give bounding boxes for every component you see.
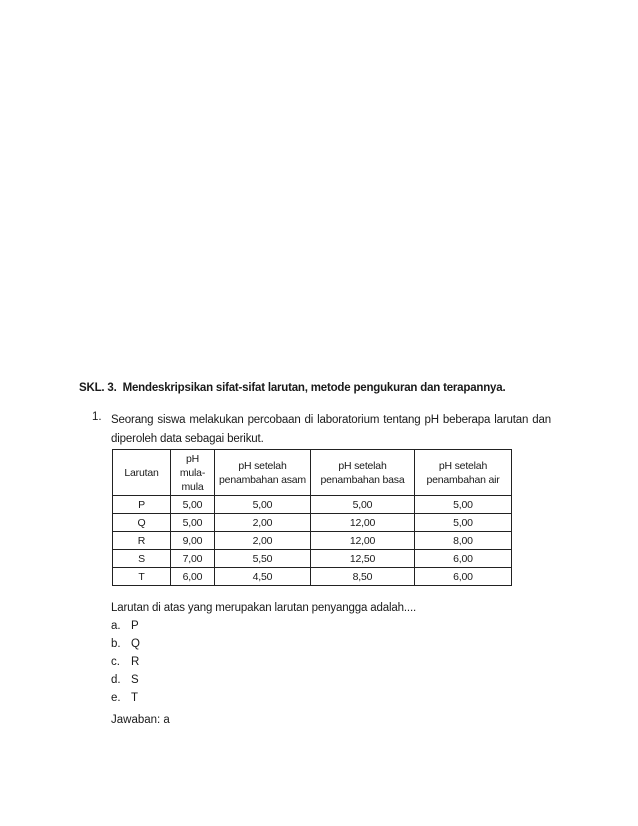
option-text: S	[131, 674, 139, 686]
header-ph-asam	[215, 450, 311, 496]
section-title: Mendeskripsikan sifat-sifat larutan, metode pengukuran dan terapannya.	[122, 382, 506, 394]
option-item	[111, 671, 140, 689]
header-line: pH setelah	[238, 459, 287, 472]
header-line: mula	[181, 480, 204, 493]
header-line: pH setelah	[338, 459, 387, 472]
option-letter: c.	[111, 656, 120, 668]
table-cell: 12,00	[311, 514, 415, 532]
answer-key: Jawaban: a	[111, 714, 170, 726]
table-cell: 5,00	[171, 514, 215, 532]
option-letter: a.	[111, 620, 121, 632]
table-cell: R	[113, 532, 171, 550]
table-cell: 9,00	[171, 532, 215, 550]
header-ph-awal	[171, 450, 215, 496]
table-cell: 5,00	[311, 496, 415, 514]
table-cell: S	[113, 550, 171, 568]
table-cell: 5,00	[215, 496, 311, 514]
section-heading	[79, 382, 505, 394]
table-cell: P	[113, 496, 171, 514]
section-code: SKL. 3.	[79, 382, 117, 394]
option-item	[111, 689, 140, 707]
table-cell: 2,00	[215, 532, 311, 550]
option-text: R	[131, 656, 140, 668]
ph-data-table	[112, 449, 512, 586]
header-line: penambahan air	[426, 473, 500, 486]
header-ph-basa	[311, 450, 415, 496]
header-ph-air	[415, 450, 512, 496]
option-text: Q	[131, 638, 140, 650]
header-line: Larutan	[124, 466, 159, 479]
table-cell: T	[113, 568, 171, 586]
option-text: T	[131, 692, 139, 704]
table-cell: Q	[113, 514, 171, 532]
table-cell: 6,00	[415, 550, 512, 568]
table-row	[113, 568, 512, 586]
question-prompt: Larutan di atas yang merupakan larutan penyangga adalah....	[111, 602, 417, 614]
option-item	[111, 635, 140, 653]
option-text: P	[131, 620, 139, 632]
answer-options	[111, 617, 140, 707]
table-row	[113, 532, 512, 550]
table-cell: 6,00	[415, 568, 512, 586]
table-cell: 8,50	[311, 568, 415, 586]
option-letter: e.	[111, 692, 121, 704]
table-cell: 12,50	[311, 550, 415, 568]
table-row	[113, 514, 512, 532]
table-row	[113, 550, 512, 568]
table-cell: 5,00	[171, 496, 215, 514]
header-line: penambahan basa	[320, 473, 405, 486]
table-cell: 12,00	[311, 532, 415, 550]
table-cell: 5,00	[415, 496, 512, 514]
header-line: pH setelah	[438, 459, 488, 472]
option-letter: b.	[111, 638, 121, 650]
table-cell: 6,00	[171, 568, 215, 586]
header-line: pH	[185, 452, 200, 465]
header-line: penambahan asam	[219, 473, 306, 486]
question-text: Seorang siswa melakukan percobaan di laboratorium tentang pH beberapa larutan dan diperoleh data sebagai berikut.	[111, 414, 551, 445]
table-cell: 7,00	[171, 550, 215, 568]
header-line: mula-	[179, 466, 206, 479]
question-number: 1.	[92, 411, 102, 423]
table-cell: 2,00	[215, 514, 311, 532]
table-cell: 4,50	[215, 568, 311, 586]
table-cell: 5,00	[415, 514, 512, 532]
table-cell: 5,50	[215, 550, 311, 568]
option-letter: d.	[111, 674, 121, 686]
option-item	[111, 653, 140, 671]
header-larutan	[113, 450, 171, 496]
table-cell: 8,00	[415, 532, 512, 550]
option-item	[111, 617, 140, 635]
table-header-row	[113, 450, 512, 496]
table-row	[113, 496, 512, 514]
